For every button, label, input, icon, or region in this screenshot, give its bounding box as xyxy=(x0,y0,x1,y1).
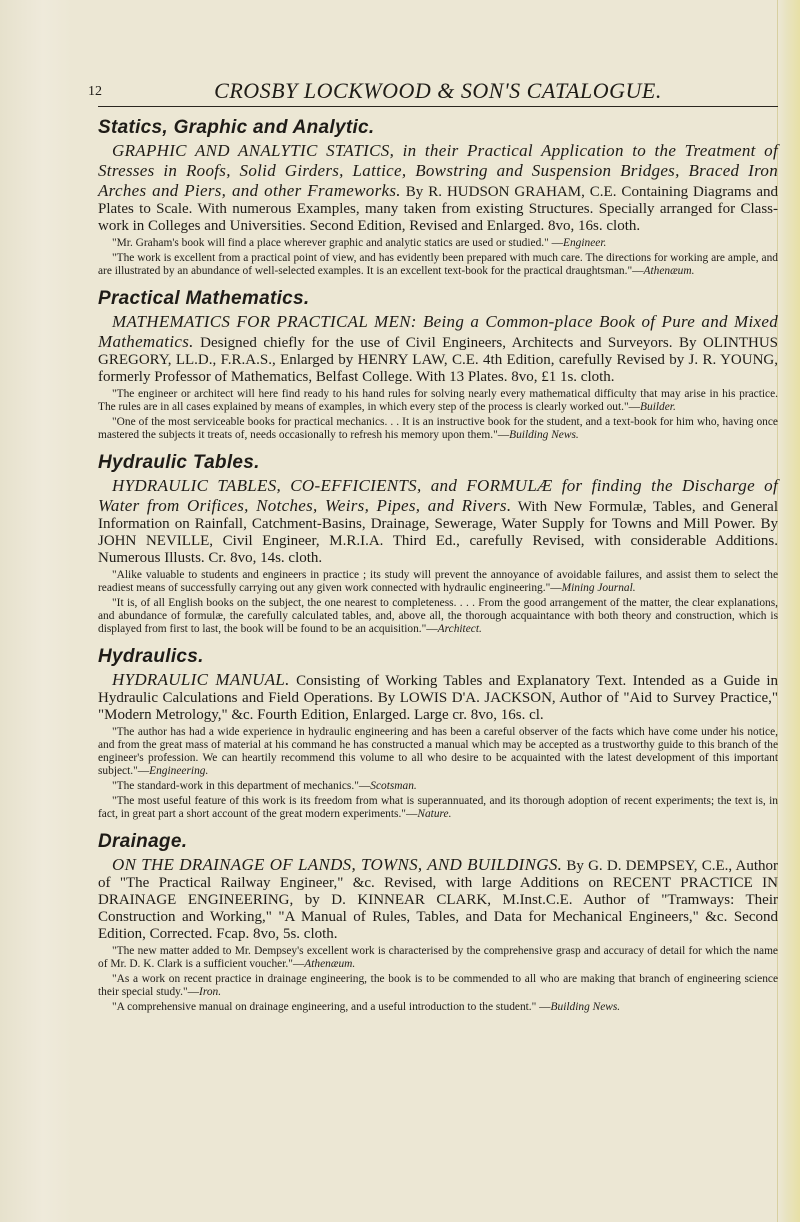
review-quote xyxy=(98,597,778,636)
catalogue-section xyxy=(98,452,778,636)
section-heading: Hydraulic Tables. xyxy=(98,452,260,473)
review-source: Mining Journal. xyxy=(561,582,636,594)
section-heading: Hydraulics. xyxy=(98,646,204,667)
review-quote xyxy=(98,945,778,971)
review-source: Engineering. xyxy=(149,765,209,777)
running-title: CROSBY LOCKWOOD & SON'S CATALOGUE. xyxy=(214,78,662,103)
review-source: Athenæum. xyxy=(304,958,356,970)
review-quote xyxy=(98,780,778,793)
review-quote xyxy=(98,237,778,250)
review-quote xyxy=(98,795,778,821)
catalogue-section xyxy=(98,288,778,442)
book-title: HYDRAULIC MANUAL. xyxy=(112,670,290,689)
review-quote xyxy=(98,252,778,278)
book-entry xyxy=(98,476,778,636)
review-quote xyxy=(98,1001,778,1014)
review-text: "Mr. Graham's book will find a place wherever graphic and analytic statics are used or studied." — xyxy=(112,237,564,249)
book-entry xyxy=(98,141,778,278)
review-source: Iron. xyxy=(199,986,222,998)
review-source: Builder. xyxy=(640,401,676,413)
page-number: 12 xyxy=(88,84,102,99)
entry-paragraph xyxy=(98,855,778,943)
review-text: "The author has had a wide experience in hydraulic engineering and has been a careful observer of the facts which have come under his notice, and from the great mass of material at his command he has constructed a manual which may be accepted as a trustworthy guide to this branch of the engineer's profession. We can heartily recommend this volume to all who desire to be acquainted with the latest development of this important subject."— xyxy=(98,726,778,777)
review-quote xyxy=(98,726,778,778)
book-description: By G. D. DEMPSEY, C.E., Author of "The Practical Railway Engineer," &c. Revised, with large Additions on RECENT PRACTICE IN DRAINAGE ENGINEERING, by D. KINNEAR CLARK, M.Inst.C.E. Author of "Tramways: Their Construction and Working," "A Manual of Rules, Tables, and Data for Mechanical Engineers," &c. Second Edition, Corrected. Fcap. 8vo, 5s. cloth. xyxy=(98,858,778,942)
review-text: "The work is excellent from a practical point of view, and has evidently been prepared with much care. The directions for working are ample, and are illustrated by an abundance of well-selected examples. It is an excellent text-book for the practical draughtsman."— xyxy=(98,252,778,277)
review-quote xyxy=(98,416,778,442)
review-source: Nature. xyxy=(417,808,452,820)
book-title: HYDRAULIC TABLES, CO-EFFICIENTS, and FORMULÆ for finding the Discharge of Water from Orifices, Notches, Weirs, Pipes, and Rivers. xyxy=(98,476,778,515)
book-title: ON THE DRAINAGE OF LANDS, TOWNS, AND BUILDINGS. xyxy=(112,855,563,874)
review-source: Building News. xyxy=(509,429,579,441)
book-description: Designed chiefly for the use of Civil Engineers, Architects and Surveyors. By OLINTHUS GREGORY, LL.D., F.R.A.S., Enlarged by HENRY LAW, C.E. 4th Edition, carefully Revised by J. R. YOUNG, formerly Professor of Mathematics, Belfast College. With 13 Plates. 8vo, £1 1s. cloth. xyxy=(98,335,778,385)
review-source: Engineer. xyxy=(563,237,607,249)
review-source: Architect. xyxy=(437,623,482,635)
entry-paragraph xyxy=(98,670,778,724)
section-heading: Practical Mathematics. xyxy=(98,288,310,309)
review-source: Building News. xyxy=(550,1001,621,1013)
entry-paragraph xyxy=(98,476,778,567)
catalogue-section xyxy=(98,831,778,1014)
entry-paragraph xyxy=(98,312,778,386)
book-title: MATHEMATICS FOR PRACTICAL MEN: Being a Common-place Book of Pure and Mixed Mathematics. xyxy=(98,312,778,351)
entry-paragraph xyxy=(98,141,778,235)
review-quote xyxy=(98,388,778,414)
book-entry xyxy=(98,312,778,442)
catalogue-section xyxy=(98,117,778,278)
section-heading: Drainage. xyxy=(98,831,188,852)
book-title: GRAPHIC AND ANALYTIC STATICS, in their Practical Application to the Treatment of Stresses in Roofs, Solid Girders, Lattice, Bowstring and Suspension Bridges, Braced Iron Arches and Piers, and other Frameworks. xyxy=(98,141,778,200)
review-text: "It is, of all English books on the subject, the one nearest to completeness. . . . From the good arrangement of the matter, the clear explanations, and abundance of formulæ, the carefully calculated tables, and, above all, the thorough acquaintance with both theory and construction, which is displayed from first to last, the book will be found to be an acquisition."— xyxy=(98,597,778,635)
review-text: "The new matter added to Mr. Dempsey's excellent work is characterised by the comprehensive grasp and accuracy of detail for which the name of Mr. D. K. Clark is a sufficient voucher."— xyxy=(98,945,778,970)
review-text: "The most useful feature of this work is its freedom from what is superannuated, and its thorough adoption of recent experiments; the text is, in fact, in great part a short account of the great modern experiments."— xyxy=(98,795,778,820)
review-text: "A comprehensive manual on drainage engineering, and a useful introduction to the student." — xyxy=(112,1001,551,1013)
page-right-edge xyxy=(777,0,800,1222)
section-heading: Statics, Graphic and Analytic. xyxy=(98,117,375,138)
review-text: "As a work on recent practice in drainage engineering, the book is to be commended to all who are making that branch of engineering science their special study."— xyxy=(98,973,778,998)
review-quote xyxy=(98,569,778,595)
book-description: By R. HUDSON GRAHAM, C.E. Containing Diagrams and Plates to Scale. With numerous Examples, many taken from existing Structures. Specially arranged for Class-work in Colleges and Universities. Second Edition, Revised and Enlarged. 8vo, 16s. cloth. xyxy=(98,184,778,234)
catalogue-sections xyxy=(98,117,778,1014)
review-source: Scotsman. xyxy=(370,780,417,792)
review-text: "The engineer or architect will here find ready to his hand rules for solving nearly every mathematical difficulty that may arise in his practice. The rules are in all cases explained by means of examples, in which every step of the process is clearly worked out."— xyxy=(98,388,778,413)
book-description: With New Formulæ, Tables, and General Information on Rainfall, Catchment-Basins, Drainage, Sewerage, Water Supply for Towns and Mill Power. By JOHN NEVILLE, Civil Engineer, M.R.I.A. Third Ed., carefully Revised, with considerable Additions. Numerous Illusts. Cr. 8vo, 14s. cloth. xyxy=(98,499,778,566)
book-entry xyxy=(98,670,778,821)
catalogue-section xyxy=(98,646,778,821)
review-text: "Alike valuable to students and engineers in practice ; its study will prevent the annoyance of avoidable failures, and assist them to select the readiest means of successfully carrying out any given work connected with hydraulic engineering."— xyxy=(98,569,778,594)
book-entry xyxy=(98,855,778,1014)
review-quote xyxy=(98,973,778,999)
review-text: "The standard-work in this department of mechanics."— xyxy=(112,780,371,792)
page-left-margin xyxy=(0,0,72,1222)
catalogue-page xyxy=(88,78,779,1208)
page-header xyxy=(88,78,778,107)
review-text: "One of the most serviceable books for practical mechanics. . . It is an instructive book for the student, and a text-book for him who, having once mastered the subjects it treats of, needs occasionally to refresh his memory upon them."— xyxy=(98,416,778,441)
review-source: Athenæum. xyxy=(643,265,695,277)
book-description: Consisting of Working Tables and Explanatory Text. Intended as a Guide in Hydraulic Calculations and Field Operations. By LOWIS D'A. JACKSON, Author of "Aid to Survey Practice," "Modern Metrology," &c. Fourth Edition, Enlarged. Large cr. 8vo, 16s. cl. xyxy=(98,673,779,723)
